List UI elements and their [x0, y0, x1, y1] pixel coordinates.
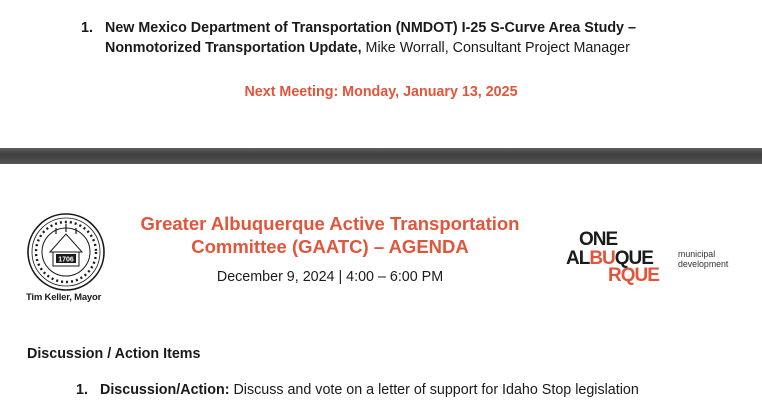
item-label: Discussion/Action: — [100, 382, 230, 398]
item-presenter: Mike Worrall, Consultant Project Manager — [361, 40, 630, 56]
logo-line-3: RQUE — [608, 265, 659, 286]
agenda-page — [0, 164, 762, 400]
item-description: Discuss and vote on a letter of support for Idaho Stop legislation — [229, 382, 639, 398]
logo-line-2: ALBUQUE — [566, 248, 653, 269]
city-seal-icon — [26, 212, 106, 292]
logo-department: municipal development — [678, 249, 729, 269]
item-number: 1. — [76, 382, 88, 398]
item-title: New Mexico Department of Transportation (NMDOT) I-25 S-Curve Area Study – Nonmotorized Transportation Update, — [105, 20, 636, 56]
title-line-1: Greater Albuquerque Active Transportation — [140, 213, 520, 234]
meeting-date: December 9, 2024 | 4:00 – 6:00 PM — [216, 269, 444, 285]
page-divider — [0, 148, 762, 164]
one-albuquerque-logo — [566, 230, 756, 290]
item-text — [100, 382, 760, 398]
previous-page — [0, 0, 762, 148]
page-title — [110, 212, 550, 258]
item-text — [105, 18, 725, 58]
mayor-name: Tim Keller, Mayor — [26, 292, 102, 303]
title-line-2: Committee (GAATC) – AGENDA — [191, 236, 469, 257]
next-meeting: Next Meeting: Monday, January 13, 2025 — [244, 84, 518, 100]
logo-line-1: ONE — [579, 229, 618, 250]
seal-year: 1706 — [58, 256, 74, 264]
section-heading: Discussion / Action Items — [27, 346, 201, 362]
item-number: 1. — [81, 20, 93, 36]
